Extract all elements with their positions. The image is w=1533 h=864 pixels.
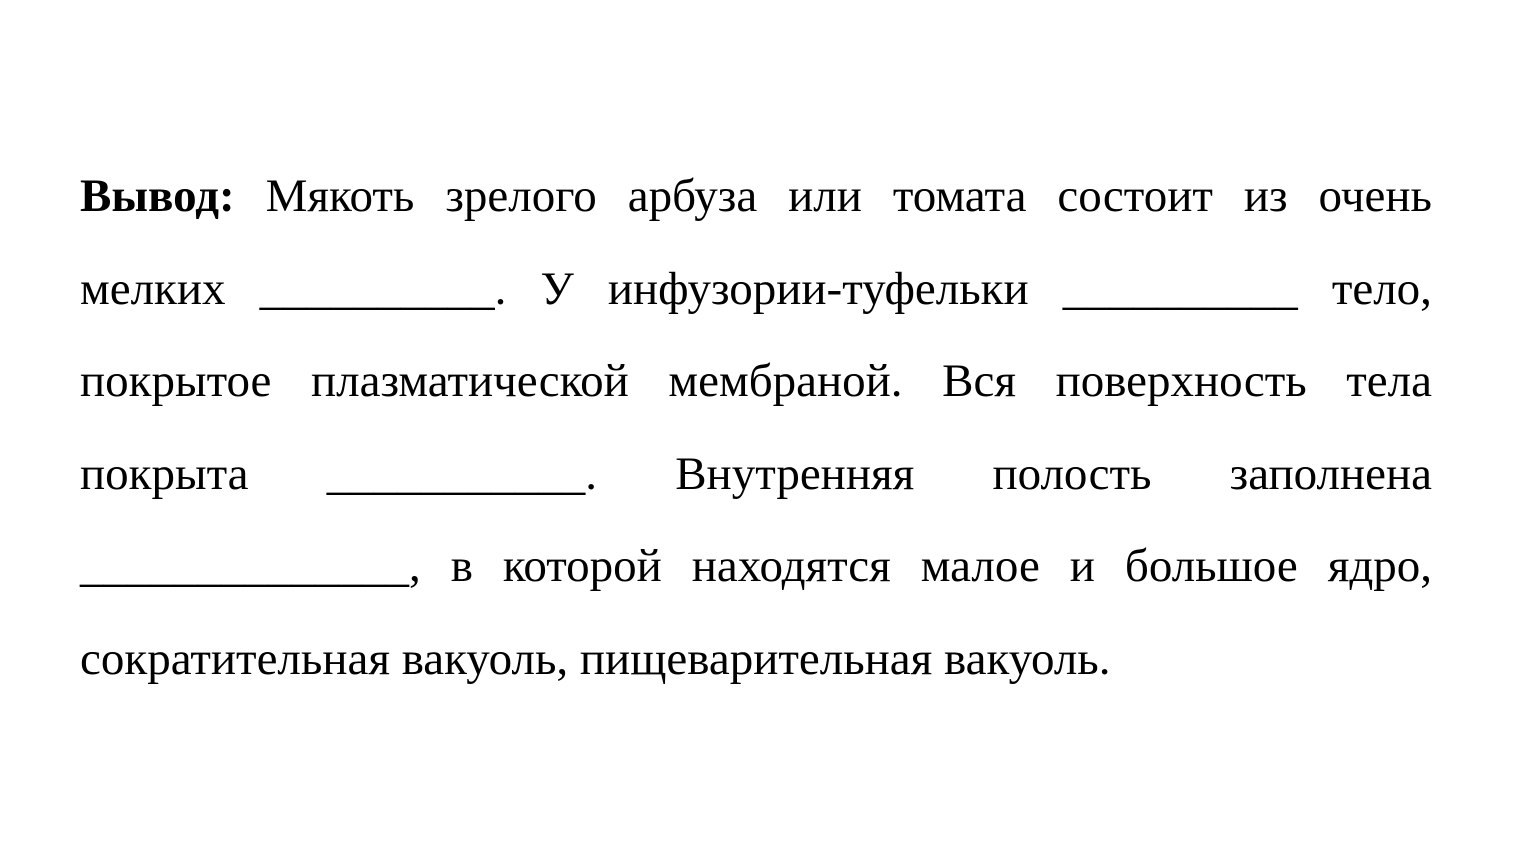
text-line-1 <box>80 150 1432 243</box>
word: тело, <box>1331 262 1432 315</box>
word: Вся <box>942 355 1016 408</box>
word: очень <box>1318 170 1432 222</box>
word: заполнена <box>1229 447 1432 500</box>
word: покрыта <box>80 447 249 500</box>
word: тела <box>1346 355 1432 408</box>
word: Мякоть <box>265 170 415 222</box>
word: состоит <box>1057 170 1213 222</box>
word: малое <box>920 540 1040 593</box>
conclusion-paragraph <box>80 150 1432 706</box>
word: плазматической <box>311 355 629 408</box>
word: находятся <box>691 540 891 593</box>
blank-2: __________ <box>1062 262 1298 315</box>
word: мелких <box>80 262 226 315</box>
word: У <box>540 262 574 315</box>
word: или <box>788 170 862 222</box>
word: арбуза <box>627 170 758 222</box>
word: которой <box>502 540 662 593</box>
word: поверхность <box>1055 355 1307 408</box>
word: зрелого <box>445 170 597 222</box>
blank-4: ______________, <box>80 540 421 593</box>
text-line-4 <box>80 428 1432 521</box>
word: в <box>450 540 473 593</box>
text-line-5 <box>80 520 1432 613</box>
word: мембраной. <box>668 355 903 408</box>
blank-1: __________. <box>259 262 507 315</box>
word: Внутренняя <box>675 447 915 500</box>
word: из <box>1243 170 1288 222</box>
word: покрытое <box>80 355 272 408</box>
last-line-text: сократительная вакуоль, пищеварительная вакуоль. <box>80 632 1111 685</box>
word: большое <box>1124 540 1298 593</box>
text-line-3 <box>80 335 1432 428</box>
text-line-2 <box>80 243 1432 336</box>
blank-3: ___________. <box>326 447 597 500</box>
word: томата <box>892 170 1027 222</box>
conclusion-label: Вывод: <box>80 170 235 222</box>
word: полость <box>992 447 1152 500</box>
word: и <box>1069 540 1095 593</box>
word: ядро, <box>1327 540 1432 593</box>
word: инфузории-туфельки <box>607 262 1029 315</box>
text-line-6 <box>80 613 1432 706</box>
